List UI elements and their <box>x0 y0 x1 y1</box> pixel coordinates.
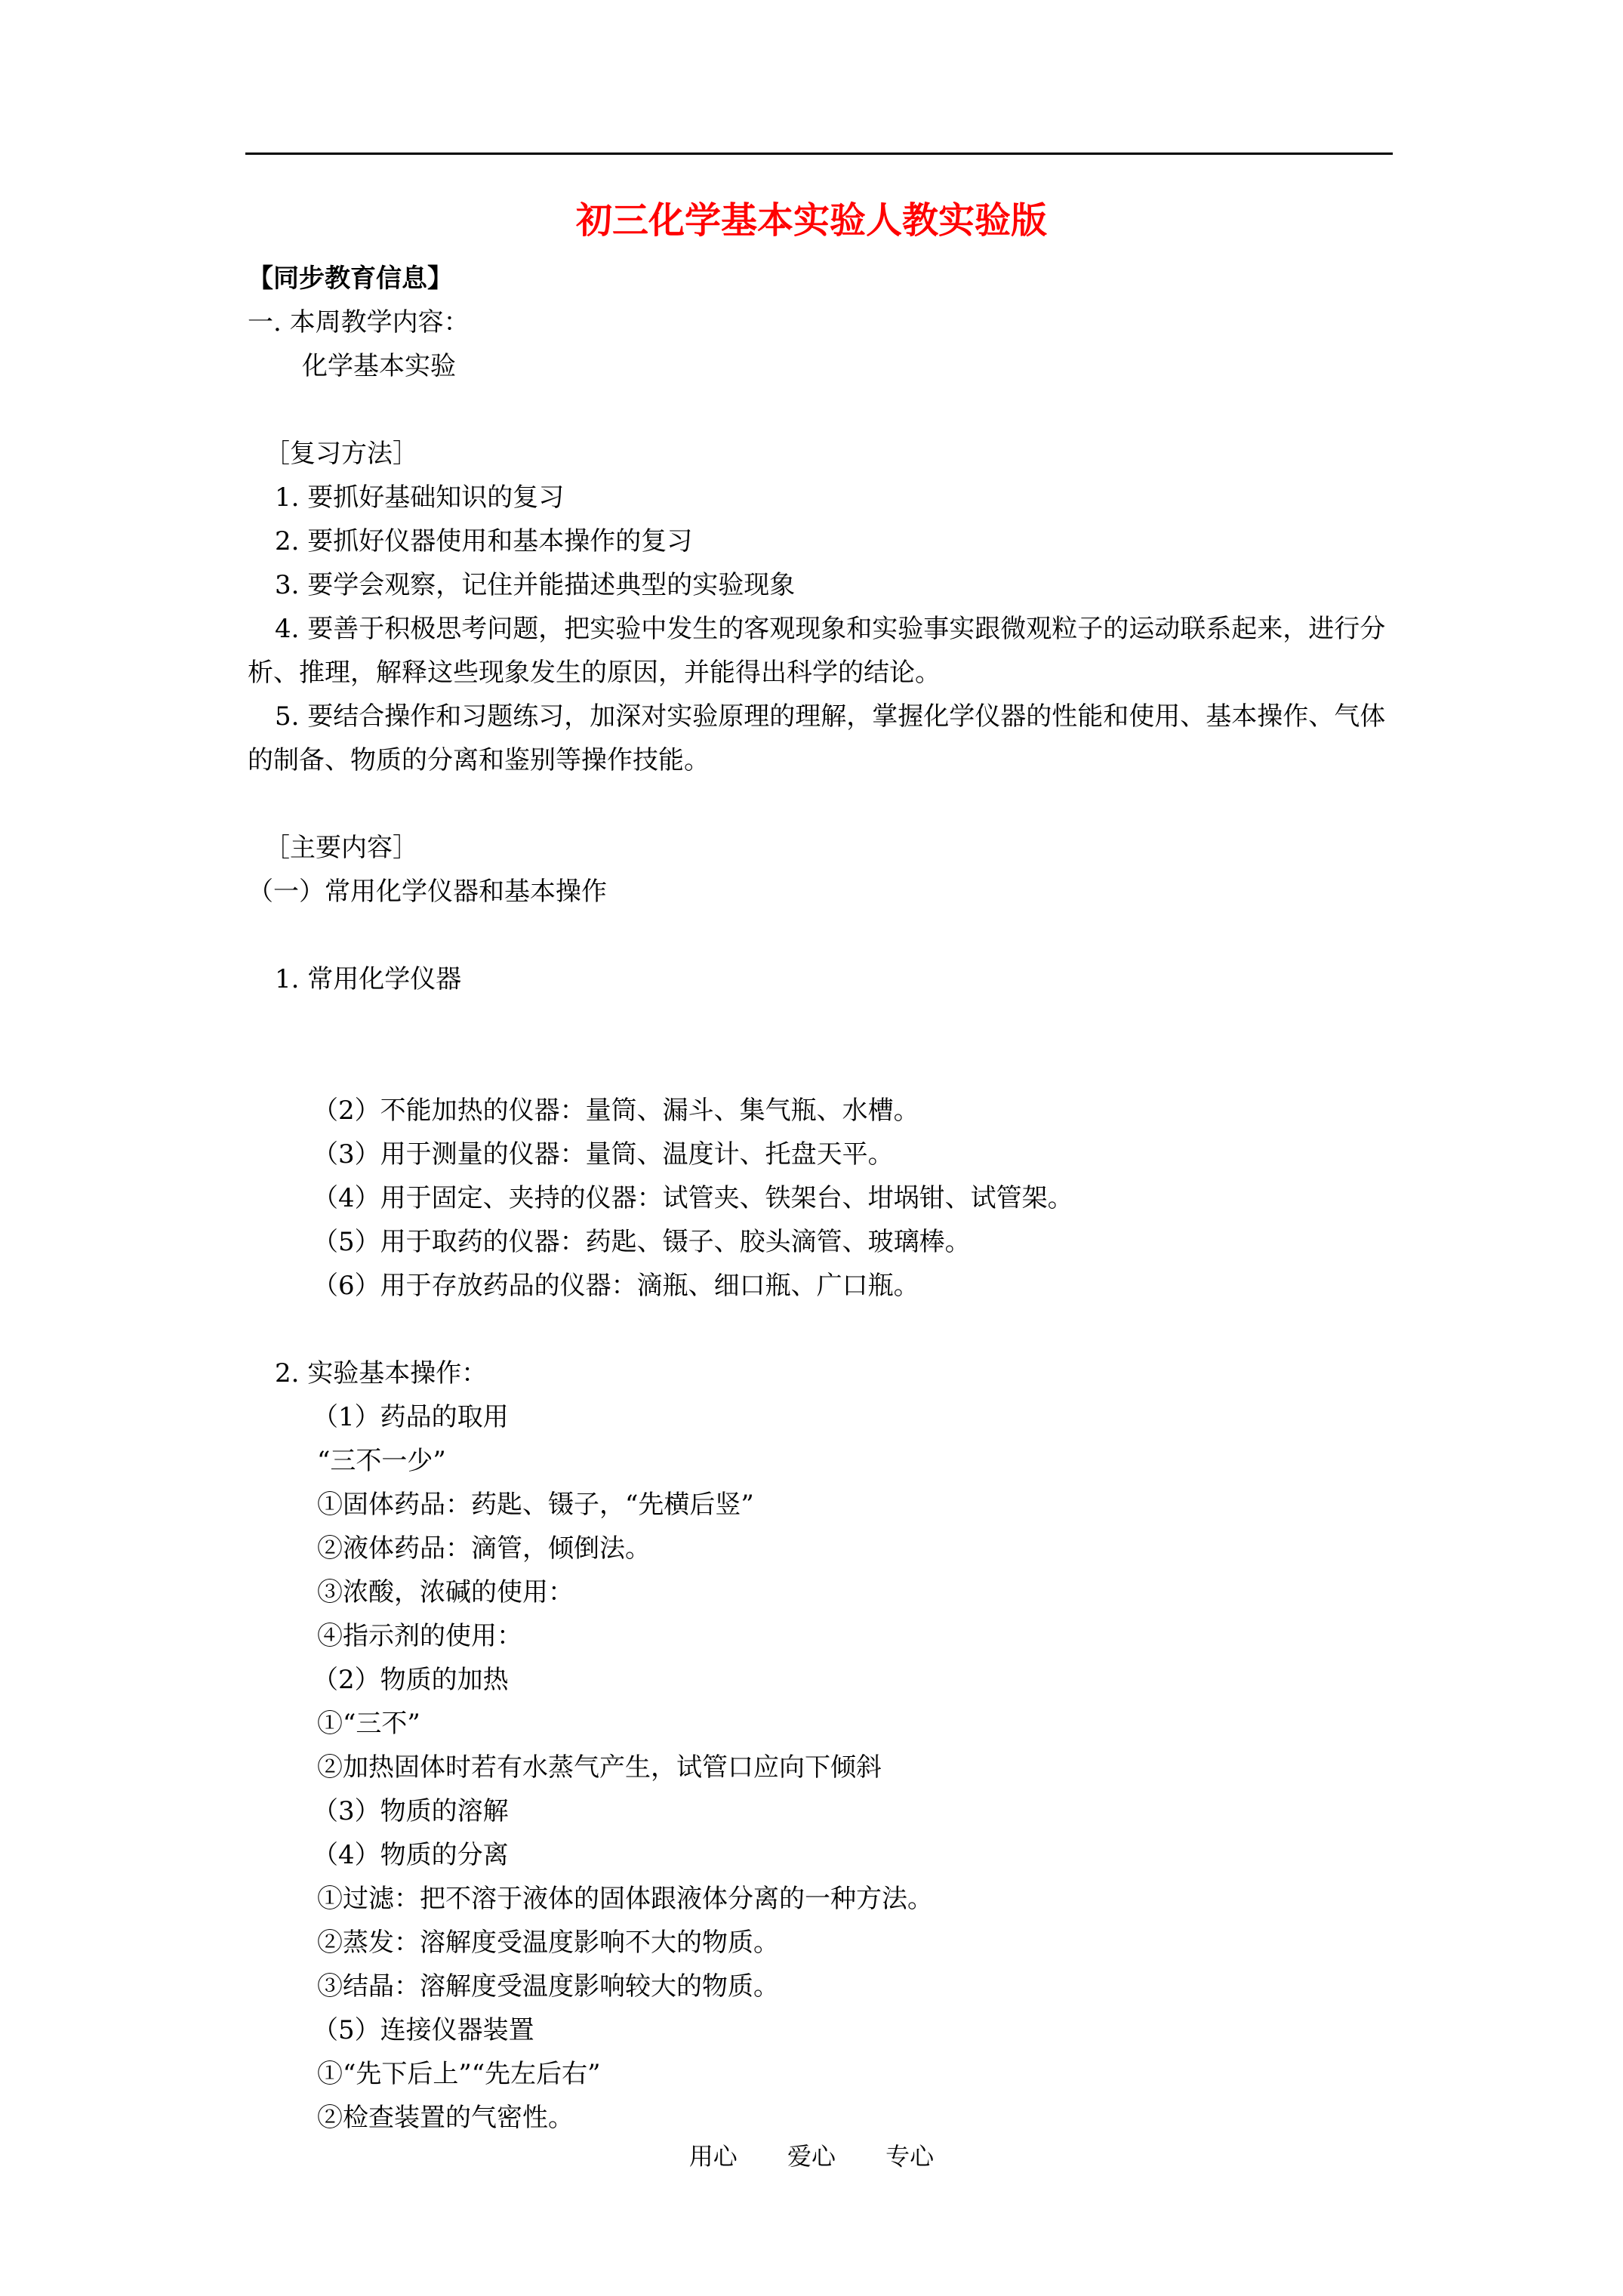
op3-heading: （3）物质的溶解 <box>313 1796 509 1826</box>
op4-item: ③结晶：溶解度受温度影响较大的物质。 <box>317 1971 779 2002</box>
footer-word: 专心 <box>885 2142 935 2171</box>
op1-item: ③浓酸，浓碱的使用： <box>317 1577 574 1607</box>
op2-item: ①“三不” <box>317 1709 420 1739</box>
instrument-item: （2）不能加热的仪器：量筒、漏斗、集气瓶、水槽。 <box>313 1096 919 1126</box>
op2-heading: （2）物质的加热 <box>313 1665 509 1695</box>
instrument-item: （3）用于测量的仪器：量筒、温度计、托盘天平。 <box>313 1139 894 1170</box>
week-content: 化学基本实验 <box>302 351 456 381</box>
instrument-item: （4）用于固定、夹持的仪器：试管夹、铁架台、坩埚钳、试管架。 <box>313 1183 1073 1213</box>
op4-heading: （4）物质的分离 <box>313 1840 509 1870</box>
page-title: 初三化学基本实验人教实验版 <box>575 199 1047 242</box>
op2-item: ②加热固体时若有水蒸气产生，试管口应向下倾斜 <box>317 1752 882 1783</box>
spacer <box>248 782 1395 826</box>
review-item: 1. 要抓好基础知识的复习 <box>275 482 565 513</box>
review-heading: ［复习方法］ <box>264 439 418 469</box>
op4-item: ①过滤：把不溶于液体的固体跟液体分离的一种方法。 <box>317 1884 933 1914</box>
spacer <box>248 1001 1395 1045</box>
op5-heading: （5）连接仪器装置 <box>313 2015 534 2045</box>
footer-word: 用心 <box>688 2142 738 2171</box>
op5-item: ①“先下后上”“先左后右” <box>317 2059 601 2089</box>
operations-heading: 2. 实验基本操作： <box>275 1358 488 1388</box>
review-item: 3. 要学会观察，记住并能描述典型的实验现象 <box>275 570 796 600</box>
week-heading: 一. 本周教学内容： <box>248 307 470 337</box>
op1-item: ②液体药品：滴管，倾倒法。 <box>317 1533 651 1564</box>
instruments-heading: 1. 常用化学仪器 <box>275 964 462 994</box>
op1-heading: （1）药品的取用 <box>313 1402 509 1432</box>
op1-item: “三不一少” <box>317 1446 446 1476</box>
spacer <box>248 914 1395 957</box>
section-label: 【同步教育信息】 <box>248 264 453 294</box>
op5-item: ②检查装置的气密性。 <box>317 2103 574 2133</box>
document-body <box>248 257 1395 2140</box>
spacer <box>248 1308 1395 1351</box>
spacer <box>248 388 1395 432</box>
op1-item: ④指示剂的使用： <box>317 1621 522 1651</box>
spacer <box>248 1045 1395 1089</box>
review-item: 2. 要抓好仪器使用和基本操作的复习 <box>275 526 693 556</box>
review-item: 5. 要结合操作和习题练习，加深对实验原理的理解，掌握化学仪器的性能和使用、基本操作、气体的制备、物质的分离和鉴别等操作技能。 <box>248 701 1386 775</box>
instrument-item: （5）用于取药的仪器：药匙、镊子、胶头滴管、玻璃棒。 <box>313 1227 971 1257</box>
op4-item: ②蒸发：溶解度受温度影响不大的物质。 <box>317 1928 779 1958</box>
footer-word: 爱心 <box>787 2142 836 2171</box>
instrument-item: （6）用于存放药品的仪器：滴瓶、细口瓶、广口瓶。 <box>313 1271 919 1301</box>
main-subheading: （一）常用化学仪器和基本操作 <box>248 877 607 907</box>
main-heading: ［主要内容］ <box>264 833 418 863</box>
review-item: 4. 要善于积极思考问题，把实验中发生的客观现象和实验事实跟微观粒子的运动联系起来，进行分析、推理，解释这些现象发生的原因，并能得出科学的结论。 <box>248 614 1386 688</box>
page-footer <box>0 2141 1623 2171</box>
op1-item: ①固体药品：药匙、镊子，“先横后竖” <box>317 1490 754 1520</box>
header-rule <box>245 153 1393 155</box>
